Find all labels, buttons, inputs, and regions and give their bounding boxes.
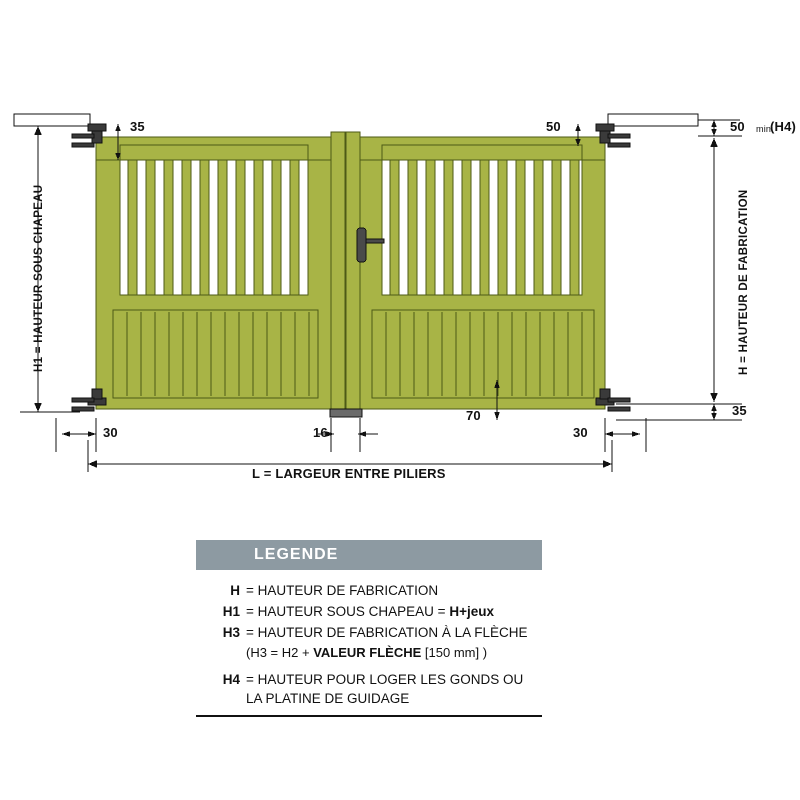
legend-value-h (246, 583, 438, 598)
dim-right-top-mini: 50 (730, 119, 745, 134)
label-h-vertical: H = HAUTEUR DE FABRICATION (738, 189, 750, 375)
dim-right-top-mini-ref: (H4) (770, 119, 797, 134)
legend-row (196, 622, 542, 643)
legend-h3-formula-prefix: (H3 = H2 + (246, 645, 314, 660)
legend-text-h1: HAUTEUR SOUS CHAPEAU = (257, 604, 450, 619)
legend-row (196, 580, 542, 601)
dim-lower-rail: 70 (466, 408, 481, 423)
legend-eq-h: = (246, 583, 254, 598)
dim-top-right-gap: 50 (546, 119, 561, 134)
legend-text-h: HAUTEUR DE FABRICATION (257, 583, 439, 598)
dim-right-top-mini-sub: mini (756, 124, 774, 134)
dim-top-left-gap: 35 (130, 119, 145, 134)
label-width: L = LARGEUR ENTRE PILIERS (252, 466, 446, 481)
legend-key-h3: H3 (222, 625, 240, 640)
legend-eq-h4: = (246, 672, 254, 687)
legend-row (196, 662, 542, 690)
legend-key-h4: H4 (222, 672, 240, 687)
legend-text-h3: HAUTEUR DE FABRICATION À LA FLÈCHE (257, 625, 528, 640)
dim-bottom-right-offset: 30 (573, 425, 588, 440)
dim-right-bottom: 35 (732, 403, 747, 418)
legend-h3-formula-suffix: [150 mm] ) (421, 645, 488, 660)
legend-h3-formula-bold: VALEUR FLÈCHE (313, 645, 422, 660)
legend-text-h4: HAUTEUR POUR LOGER LES GONDS OU (257, 672, 524, 687)
legend-eq-h3: = (246, 625, 254, 640)
legend-row (196, 601, 542, 622)
legend-value-h1 (246, 604, 494, 619)
label-h1-vertical: H1 = HAUTEUR SOUS CHAPEAU (33, 184, 45, 372)
legend-h3-formula (196, 643, 542, 662)
legend-text-h1-bold: H+jeux (449, 604, 494, 619)
legend-body (196, 570, 542, 717)
legend-key-h1: H1 (222, 604, 240, 619)
legend-value-h4 (246, 672, 523, 687)
legend-h4-continuation: LA PLATINE DE GUIDAGE (246, 691, 410, 706)
legend (196, 540, 542, 717)
legend-eq-h1: = (246, 604, 254, 619)
legend-key-h: H (230, 583, 240, 598)
legend-header: LEGENDE (196, 540, 542, 570)
dim-bottom-left-offset: 30 (103, 425, 118, 440)
legend-value-h3 (246, 625, 527, 640)
dim-bottom-center-gap: 16 (313, 425, 328, 440)
